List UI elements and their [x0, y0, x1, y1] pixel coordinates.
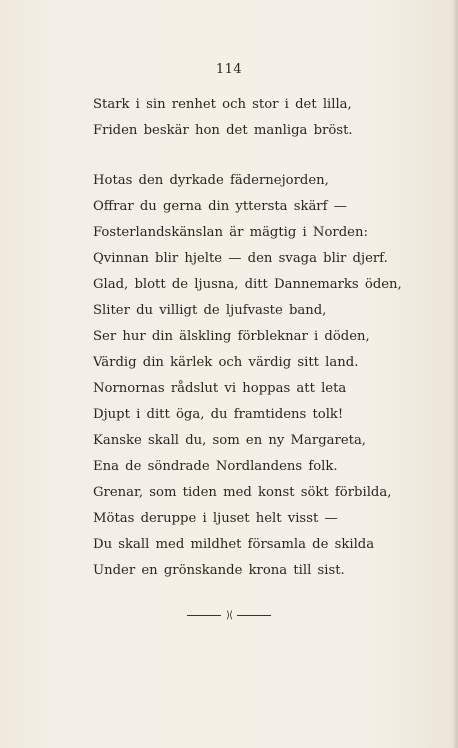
divider-rule-right [237, 615, 271, 616]
stanza-1 [93, 92, 413, 144]
verse-line: Glad, blott de ljusna, ditt Dannemarks öden, [93, 277, 402, 292]
page-number: 114 [215, 62, 243, 77]
verse-line: Värdig din kärlek och värdig sitt land. [93, 355, 359, 370]
verse-line: Offrar du gerna din yttersta skärf — [93, 199, 347, 214]
verse-line: Qvinnan blir hjelte — den svaga blir djerf. [93, 251, 388, 266]
verse-line: Mötas deruppe i ljuset helt visst — [93, 511, 338, 526]
section-divider [0, 610, 458, 621]
verse-line: Hotas den dyrkade fädernejorden, [93, 173, 329, 188]
divider-ornament-icon: ⟩⟨ [226, 610, 232, 621]
verse-line: Ena de söndrade Nordlandens folk. [93, 459, 338, 474]
verse-line: Under en grönskande krona till sist. [93, 563, 345, 578]
verse-line: Friden beskär hon det manliga bröst. [93, 123, 353, 138]
verse-line: Fosterlandskänslan är mägtig i Norden: [93, 225, 368, 240]
verse-line: Djupt i ditt öga, du framtidens tolk! [93, 407, 344, 422]
verse-line: Ser hur din älskling förbleknar i döden, [93, 329, 370, 344]
verse-line: Nornornas rådslut vi hoppas att leta [93, 381, 347, 396]
verse-line: Sliter du villigt de ljufvaste band, [93, 303, 327, 318]
page-edge-shadow [452, 0, 458, 748]
divider-rule-left [187, 615, 221, 616]
verse-line: Kanske skall du, som en ny Margareta, [93, 433, 366, 448]
stanza-2 [93, 168, 413, 376]
stanza-3 [93, 376, 413, 584]
verse-line: Du skall med mildhet församla de skilda [93, 537, 375, 552]
verse-line: Grenar, som tiden med konst sökt förbilda, [93, 485, 392, 500]
verse-line: Stark i sin renhet och stor i det lilla, [93, 97, 352, 112]
